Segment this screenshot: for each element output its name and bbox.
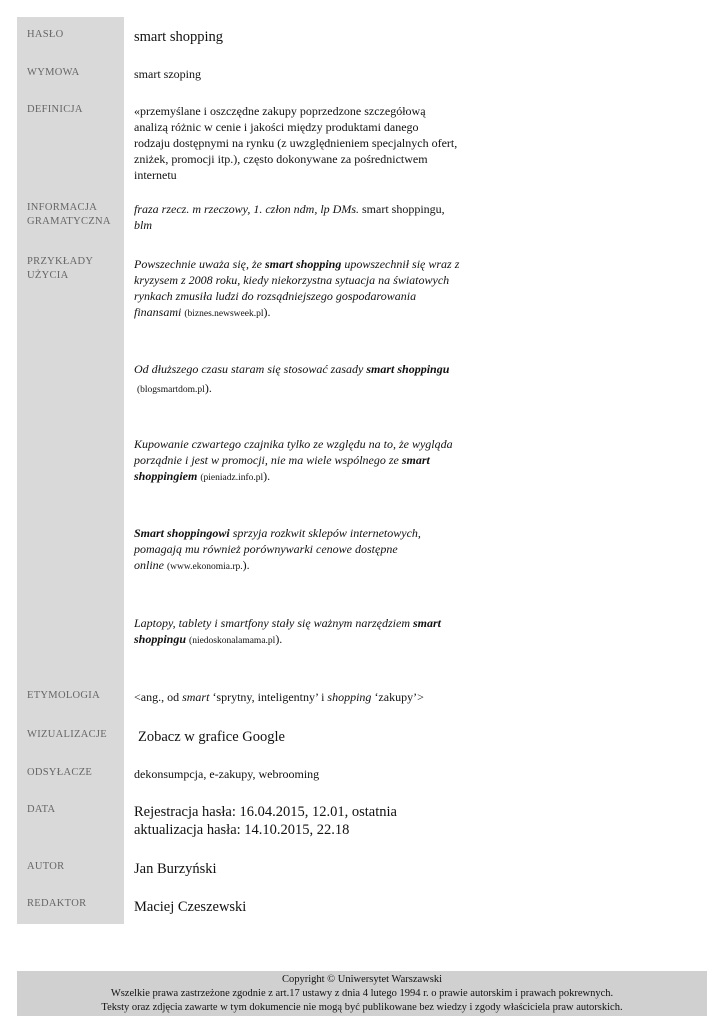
grammar-description: fraza rzecz. m rzeczowy, 1. człon ndm, lp DMs. [134,202,359,216]
update-date: aktualizacja hasła: 14.10.2015, 22.18 [134,822,350,838]
example-source: niedoskonalamama.pl [192,636,276,646]
label-informacja-line2: GRAMATYCZNA [27,216,111,227]
label-przyklady-line2: UŻYCIA [27,270,69,281]
example-text: rynkach zmusiła ludzi do rozsądniejszego gospodarowania [134,289,417,303]
example-source: pieniadz.info.pl [203,473,264,483]
example-term: smart [412,616,441,630]
label-wymowa: WYMOWA [27,67,80,78]
etymology [134,689,424,705]
example-5: Laptopy, tablety i smartfony stały się ważnym narzędziem smart shoppingu (niedoskonalamama.pl). [134,616,441,646]
google-images-link[interactable]: Zobacz w grafice Google [138,729,285,745]
grammar-info [134,201,445,233]
registration-date: Rejestracja hasła: 16.04.2015, 12.01, ostatnia [134,804,397,820]
label-definicja: DEFINICJA [27,104,83,115]
label-przyklady [27,255,93,283]
label-etymologia: ETYMOLOGIA [27,690,100,701]
etymology-word: shopping [327,690,372,704]
etymology-text: ‘zakupy’> [371,690,424,704]
example-term: smart shopping [265,257,342,271]
example-text: finansami [134,305,182,319]
example-text: sprzyja rozkwit sklepów internetowych, [229,526,421,540]
footer-line: Copyright © Uniwersytet Warszawski [281,974,443,985]
etymology-text: ‘sprytny, inteligentny’ i [209,690,328,704]
label-data: DATA [27,804,56,815]
label-redaktor: REDAKTOR [27,898,87,909]
grammar-blm: blm [134,218,152,232]
example-text: Powszechnie uważa się, że [134,257,265,271]
label-autor: AUTOR [27,861,65,872]
copyright-footer [17,971,707,1016]
example-4: Smart shoppingowi sprzyja rozkwit sklepów internetowych, pomagają mu również porównywarki cenowe dostępne online (www.ekonomia.rp.). [134,526,421,572]
definition [134,103,457,183]
label-haslo: HASŁO [27,29,64,40]
pronunciation: smart szoping [134,67,201,81]
label-przyklady-line1: PRZYKŁADY [27,256,94,267]
footer-line: Teksty oraz zdjęcia zawarte w tym dokumencie nie mogą być publikowane bez wiedzy i zgody właściciela praw autorskich. [101,1002,623,1013]
label-informacja [27,201,111,229]
example-text: porządnie i jest w promocji, nie ma wiele wspólnego ze [134,453,402,467]
example-text: Kupowanie czwartego czajnika tylko ze względu na to, że wygląda [134,437,453,451]
example-term: smart [401,453,430,467]
example-term: shoppingu [134,632,187,646]
cross-references: dekonsumpcja, e-zakupy, webrooming [134,767,320,781]
example-source: biznes.newsweek.pl [187,309,264,319]
definition-line: rodzaju dostępnymi na rynku (z uwzględnieniem specjalnych ofert, [134,136,458,150]
example-text: Od dłuższego czasu staram się stosować zasady [134,362,367,376]
label-wizualizacje: WIZUALIZACJE [27,729,107,740]
label-odsylacze: ODSYŁACZE [27,767,93,778]
example-3: Kupowanie czwartego czajnika tylko ze względu na to, że wygląda porządnie i jest w promocji, nie ma wiele wspólnego ze smart shoppingiem (pieniadz.info.pl). [134,437,453,483]
label-informacja-line1: INFORMACJA [27,202,98,213]
definition-line: internetu [134,168,177,182]
definition-line: zniżek, promocji itp.), często dokonywane za pośrednictwem [134,152,428,166]
example-term: Smart shoppingowi [134,526,230,540]
etymology-word: smart [182,690,210,704]
example-1: Powszechnie uważa się, że smart shopping upowszechnił się wraz z kryzysem z 2008 roku, kiedy niekorzystna sytuacja na światowych rynkach zmusiła ludzi do rozsądniejszego gospodarowania finansami (biznes.newsweek.pl). [134,257,460,319]
editor-name: Maciej Czeszewski [134,899,247,915]
footer-line: Wszelkie prawa zastrzeżone zgodnie z art.17 ustawy z dnia 4 lutego 1994 r. o prawie autorskim i prawach pokrewnych. [110,988,614,999]
example-text: pomagają mu również porównywarki cenowe dostępne [134,542,398,556]
author-name: Jan Burzyński [134,861,217,877]
example-text: kryzysem z 2008 roku, kiedy niekorzystna sytuacja na światowych [134,273,450,287]
definition-line: analizą różnic w cenie i jakości między produktami danego [134,120,419,134]
example-term: shoppingiem [134,469,198,483]
example-text: online [134,558,164,572]
etymology-text: <ang., od [134,690,183,704]
grammar-form: smart shoppingu, [362,202,445,216]
example-source: www.ekonomia.rp. [170,562,243,572]
label-sidebar [17,17,124,924]
example-term: smart shoppingu [366,362,450,376]
example-text: upowszechnił się wraz z [341,257,460,271]
headword: smart shopping [134,29,224,45]
example-text: Laptopy, tablety i smartfony stały się ważnym narzędziem [134,616,413,630]
definition-line: «przemyślane i oszczędne zakupy poprzedzone szczegółową [134,104,426,118]
example-source: blogsmartdom.pl [140,385,205,395]
example-2: Od dłuższego czasu staram się stosować zasady smart shoppingu (blogsmartdom.pl). [134,362,450,395]
entry-dates [134,803,397,839]
